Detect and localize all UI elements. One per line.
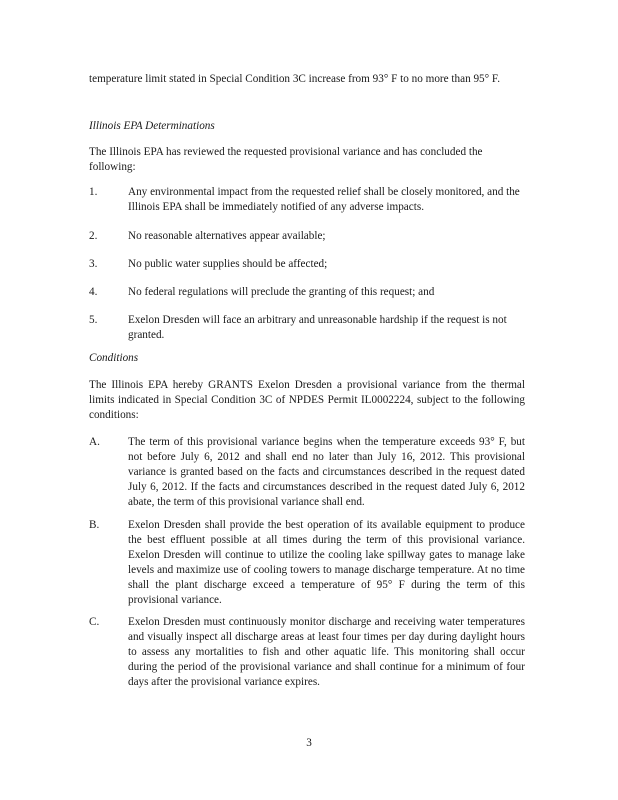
list-item-text: Any environmental impact from the requested relief shall be closely monitored, and the Illinois EPA shall be immediately notified of any adverse impacts. — [128, 186, 520, 213]
list-item-number: 3. — [89, 258, 98, 270]
list-item-number: 2. — [89, 230, 98, 242]
condition-letter: A. — [89, 436, 100, 448]
condition-text: Exelon Dresden must continuously monitor discharge and receiving water temperatures and visually inspect all discharge areas at least four times per day during daylight hours to assess any mortalities to fish and other aquatic life. This monitoring shall occur during the period of the provisional variance and shall continue for a minimum of four days after the provisional variance expires. — [128, 616, 525, 688]
condition-text: Exelon Dresden shall provide the best operation of its available equipment to produce the best effluent possible at all times during the term of this provisional variance. Exelon Dresden will continue to utilize the cooling lake spillway gates to manage lake levels and maximize use of cooling towers to manage discharge temperature. At no time shall the plant discharge exceed a temperature of 95° F during the term of this provisional variance. — [128, 519, 525, 606]
list-item-number: 1. — [89, 186, 98, 198]
conditions-lead: The Illinois EPA hereby GRANTS Exelon Dresden a provisional variance from the thermal limits indicated in Special Condition 3C of NPDES Permit IL0002224, subject to the following conditions: — [89, 379, 525, 421]
list-item-number: 4. — [89, 286, 98, 298]
list-item-text: Exelon Dresden will face an arbitrary and unreasonable hardship if the request is not granted. — [128, 314, 507, 341]
determinations-heading: Illinois EPA Determinations — [89, 120, 215, 132]
determinations-lead: The Illinois EPA has reviewed the requested provisional variance and has concluded the following: — [89, 146, 483, 173]
intro-paragraph: temperature limit stated in Special Condition 3C increase from 93° F to no more than 95° F. — [89, 73, 501, 85]
page-number: 3 — [306, 737, 312, 749]
condition-text: The term of this provisional variance begins when the temperature exceeds 93° F, but not before July 6, 2012 and shall end no later than July 16, 2012. This provisional variance is granted based on the facts and circumstances described in the request dated July 6, 2012. If the facts and circumstances described in the request dated July 6, 2012 abate, the term of this provisional variance shall end. — [128, 436, 525, 508]
list-item-text: No federal regulations will preclude the granting of this request; and — [128, 286, 435, 298]
conditions-heading: Conditions — [89, 352, 139, 364]
list-item-text: No reasonable alternatives appear available; — [128, 230, 326, 242]
list-item-number: 5. — [89, 314, 98, 326]
list-item-text: No public water supplies should be affected; — [128, 258, 328, 270]
condition-letter: C. — [89, 616, 100, 628]
condition-letter: B. — [89, 519, 100, 531]
